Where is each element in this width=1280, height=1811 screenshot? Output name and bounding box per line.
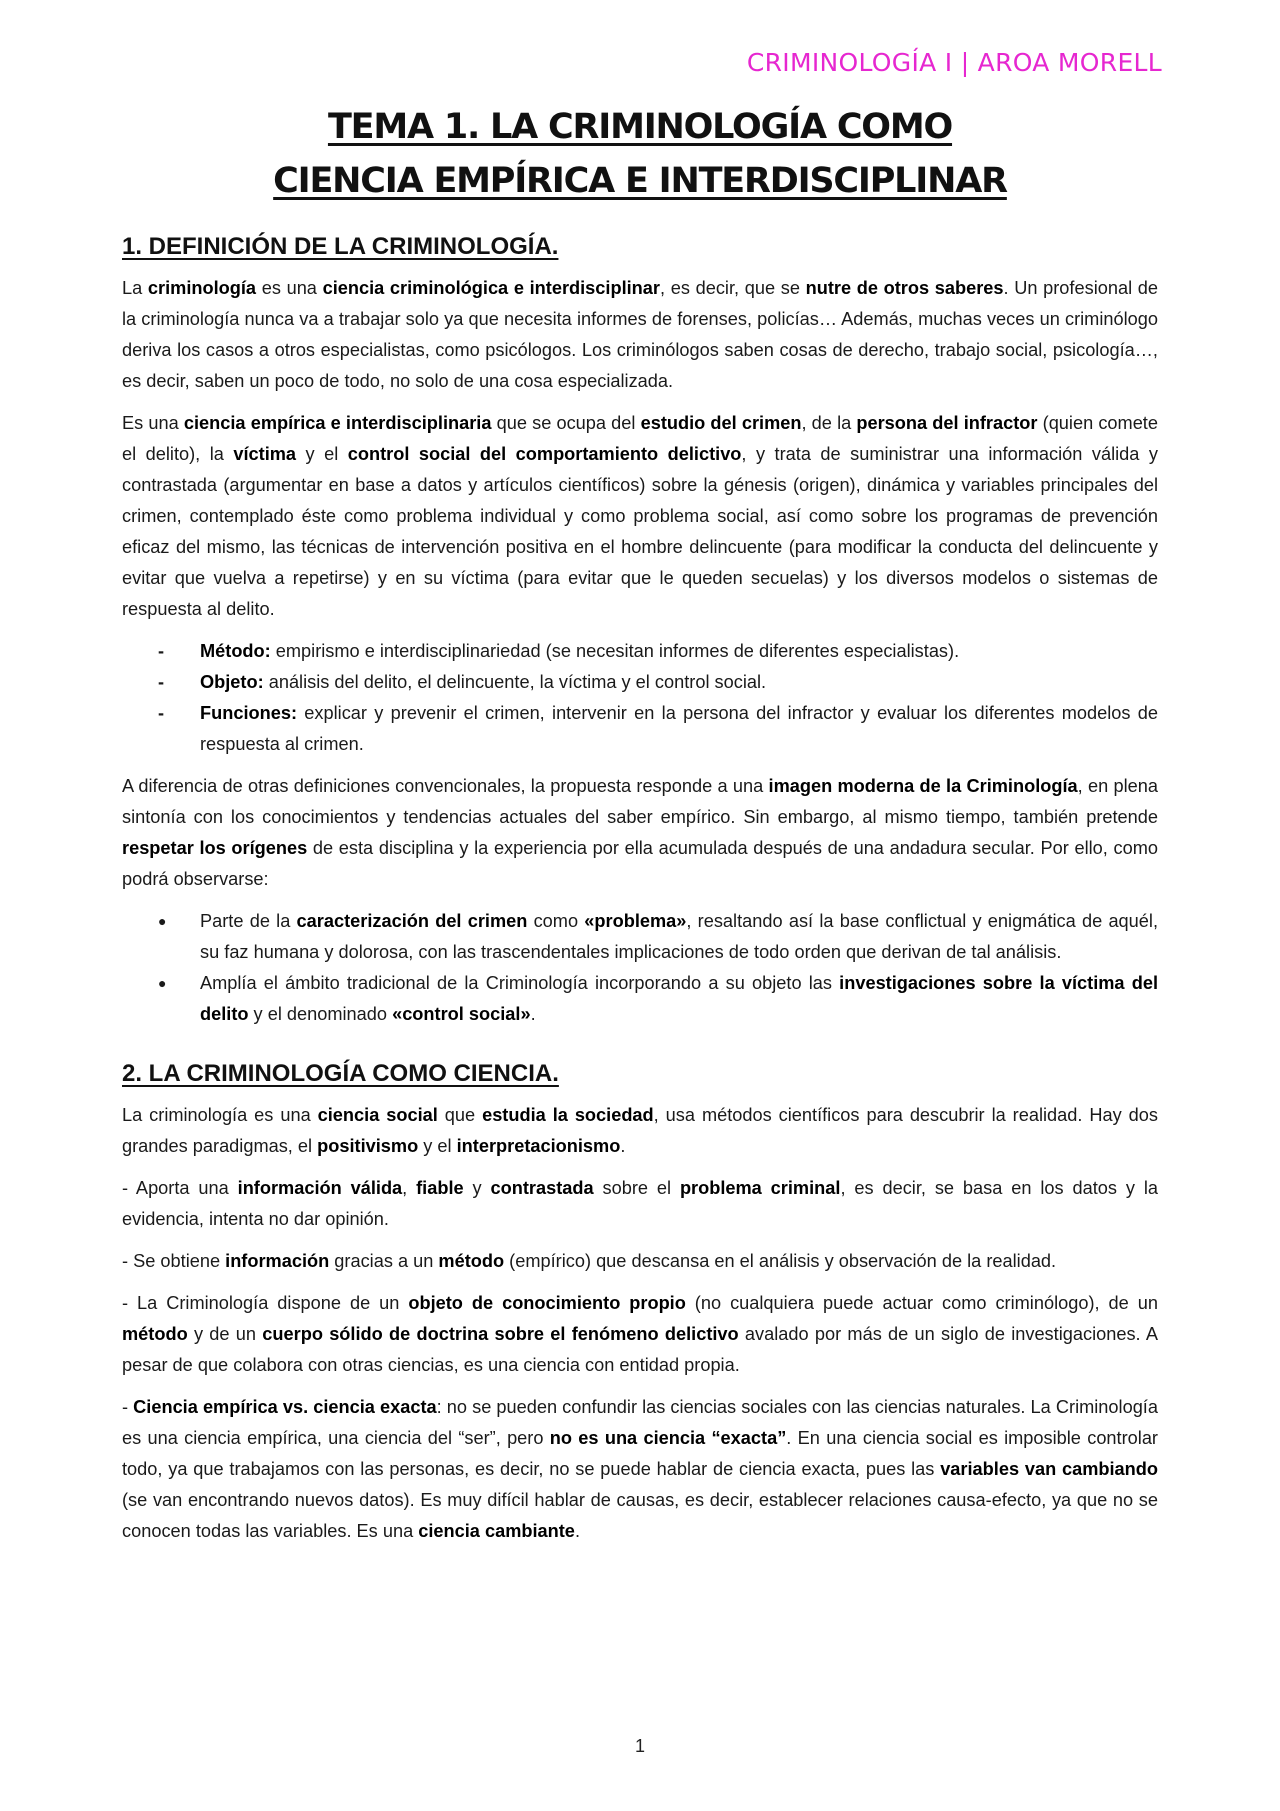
bold-text: ciencia criminológica e interdisciplinar — [322, 278, 660, 298]
text-run: (empírico) que descansa en el análisis y observación de la realidad. — [504, 1251, 1057, 1271]
text-run: La — [122, 278, 148, 298]
bold-text: ciencia social — [317, 1105, 438, 1125]
paragraph — [122, 1173, 1158, 1235]
bold-text: persona del infractor — [856, 413, 1038, 433]
text-run: gracias a un — [329, 1251, 439, 1271]
text-run: y el denominado — [248, 1004, 393, 1024]
bold-text: Método: — [200, 641, 271, 661]
paragraph — [122, 273, 1158, 397]
text-run: . Un profesional de la criminología nunca va a trabajar solo ya que necesita informes de forenses, policías… Además, muchas veces un criminólogo deriva los casos a otros especialistas, como psicólogos. Los criminólogos saben cosas de derecho, trabajo social, psicología…, es decir, saben un poco de todo, no solo de una cosa especializada. — [122, 278, 1159, 391]
text-run: y el — [418, 1136, 457, 1156]
bold-text: nutre de otros saberes — [805, 278, 1004, 298]
page-number: 1 — [634, 1736, 645, 1756]
text-run: , es decir, se basa en los datos y la evidencia, intenta no dar opinión. — [122, 1178, 1159, 1229]
running-header: CRIMINOLOGÍA I | AROA MORELL — [746, 48, 1162, 77]
text-run: , y trata de suministrar una información válida y contrastada (argumentar en base a datos y artículos científicos) sobre la génesis (origen), dinámica y variables principales del crimen, contemplado éste como problema individual y como problema social, así como sobre los programas de prevención eficaz del mismo, las técnicas de intervención positiva en el hombre delincuente (para modificar la conducta del delincuente y evitar que vuelva a repetirse) y en su víctima (para evitar que le queden secuelas) y los diversos modelos o sistemas de respuesta al delito. — [122, 444, 1158, 619]
text-run: avalado por más de un siglo de investigaciones. A pesar de que colabora con otras ciencias, es una ciencia con entidad propia. — [122, 1324, 1158, 1375]
text-run: , resaltando así la base conflictual y enigmática de aquél, su faz humana y dolorosa, con las trascendentales implicaciones de todo orden que derivan de tal análisis. — [200, 911, 1158, 962]
section-1-heading: 1. DEFINICIÓN DE LA CRIMINOLOGÍA. — [122, 233, 559, 260]
text-run: . — [574, 1521, 580, 1541]
list-marker: - — [158, 672, 165, 692]
text-run: , es decir, que se — [660, 278, 806, 298]
text-run: - — [122, 1397, 134, 1417]
list-marker: ● — [158, 913, 167, 929]
bold-text: ciencia cambiante — [418, 1521, 575, 1541]
text-run: empirismo e interdisciplinariedad (se necesitan informes de diferentes especialistas). — [270, 641, 960, 661]
bold-text: víctima — [233, 444, 297, 464]
text-run: sobre el — [593, 1178, 680, 1198]
bold-text: positivismo — [317, 1136, 419, 1156]
bold-text: investigaciones sobre la víctima del delito — [200, 973, 1158, 1024]
text-run: y — [463, 1178, 491, 1198]
text-run: análisis del delito, el delincuente, la víctima y el control social. — [263, 672, 767, 692]
list-marker: - — [158, 703, 165, 723]
bold-text: información — [225, 1251, 330, 1271]
bold-text: contrastada — [490, 1178, 594, 1198]
bold-text: fiable — [416, 1178, 464, 1198]
text-run: Parte de la — [200, 911, 297, 931]
text-run: : no se pueden confundir las ciencias sociales con las ciencias naturales. La Criminología es una ciencia empírica, una ciencia del “ser”, pero — [122, 1397, 1158, 1448]
section-2-heading: 2. LA CRIMINOLOGÍA COMO CIENCIA. — [122, 1060, 559, 1087]
bold-text: «problema» — [584, 911, 687, 931]
bold-text: información válida — [237, 1178, 403, 1198]
text-run: - Aporta una — [122, 1178, 238, 1198]
paragraph — [122, 408, 1158, 625]
list-item — [122, 906, 1158, 968]
text-run: como — [527, 911, 585, 931]
text-run: - Se obtiene — [122, 1251, 226, 1271]
text-run: (quien comete el delito), la — [122, 413, 1158, 464]
text-run: es una — [256, 278, 323, 298]
text-run: de esta disciplina y la experiencia por ella acumulada después de una andadura secular. Por ello, como podrá observarse: — [122, 838, 1158, 889]
text-run: Es una — [122, 413, 184, 433]
bold-text: imagen moderna de la Criminología — [768, 776, 1078, 796]
bold-text: variables van cambiando — [940, 1459, 1158, 1479]
text-run: A diferencia de otras definiciones convencionales, la propuesta responde a una — [122, 776, 769, 796]
paragraph — [122, 1246, 1158, 1277]
text-run: , en plena sintonía con los conocimientos y tendencias actuales del saber empírico. Sin embargo, al mismo tiempo, también pretende — [122, 776, 1158, 827]
text-run: - La Criminología dispone de un — [122, 1293, 409, 1313]
bold-text: estudio del crimen — [640, 413, 802, 433]
text-run: , de la — [801, 413, 857, 433]
bold-text: ciencia empírica e interdisciplinaria — [183, 413, 492, 433]
text-run: , — [402, 1178, 417, 1198]
text-run: , usa métodos científicos para descubrir la realidad. Hay dos grandes paradigmas, el — [122, 1105, 1158, 1156]
paragraph — [122, 771, 1158, 895]
bold-text: Ciencia empírica vs. ciencia exacta — [133, 1397, 437, 1417]
bold-text: Funciones: — [200, 703, 298, 723]
list-item — [122, 698, 1158, 760]
text-run: . — [620, 1136, 626, 1156]
text-run: que se ocupa del — [491, 413, 641, 433]
bold-text: estudia la sociedad — [482, 1105, 654, 1125]
bold-text: objeto de conocimiento propio — [408, 1293, 686, 1313]
text-run: y el — [296, 444, 348, 464]
bold-text: problema criminal — [679, 1178, 841, 1198]
bold-text: no es una ciencia “exacta” — [549, 1428, 787, 1448]
bold-text: criminología — [147, 278, 257, 298]
text-run: La criminología es una — [122, 1105, 318, 1125]
bold-text: cuerpo sólido de doctrina sobre el fenómeno delictivo — [262, 1324, 739, 1344]
text-run: Amplía el ámbito tradicional de la Criminología incorporando a su objeto las — [200, 973, 840, 993]
list-item — [122, 667, 1158, 698]
document-body — [122, 231, 1158, 1558]
bullet-list — [122, 906, 1158, 1030]
bold-text: interpretacionismo — [456, 1136, 621, 1156]
text-run: . — [530, 1004, 536, 1024]
bold-text: método — [438, 1251, 505, 1271]
list-marker: ● — [158, 975, 167, 991]
bold-text: Objeto: — [200, 672, 264, 692]
text-run: (se van encontrando nuevos datos). Es muy difícil hablar de causas, es decir, establecer relaciones causa-efecto, ya que no se conocen todas las variables. Es una — [122, 1490, 1158, 1541]
list-item — [122, 636, 1158, 667]
dash-list — [122, 636, 1158, 760]
text-run: (no cualquiera puede actuar como criminólogo), de un — [685, 1293, 1158, 1313]
bold-text: caracterización del crimen — [296, 911, 528, 931]
bold-text: respetar los orígenes — [122, 838, 308, 858]
list-marker: - — [158, 641, 165, 661]
bold-text: método — [122, 1324, 188, 1344]
title-line-2: CIENCIA EMPÍRICA E INTERDISCIPLINAR — [273, 161, 1007, 201]
bold-text: control social del comportamiento delictivo — [347, 444, 742, 464]
bold-text: «control social» — [392, 1004, 531, 1024]
document-title — [0, 100, 1280, 208]
text-run: que — [437, 1105, 483, 1125]
paragraph — [122, 1288, 1158, 1381]
text-run: . En una ciencia social es imposible controlar todo, ya que trabajamos con las personas, es decir, no se puede hablar de ciencia exacta, pues las — [122, 1428, 1158, 1479]
text-run: y de un — [187, 1324, 263, 1344]
title-line-1: TEMA 1. LA CRIMINOLOGÍA COMO — [327, 107, 953, 147]
paragraph — [122, 1100, 1158, 1162]
paragraph — [122, 1392, 1158, 1547]
list-item — [122, 968, 1158, 1030]
text-run: explicar y prevenir el crimen, intervenir en la persona del infractor y evaluar los diferentes modelos de respuesta al crimen. — [200, 703, 1158, 754]
